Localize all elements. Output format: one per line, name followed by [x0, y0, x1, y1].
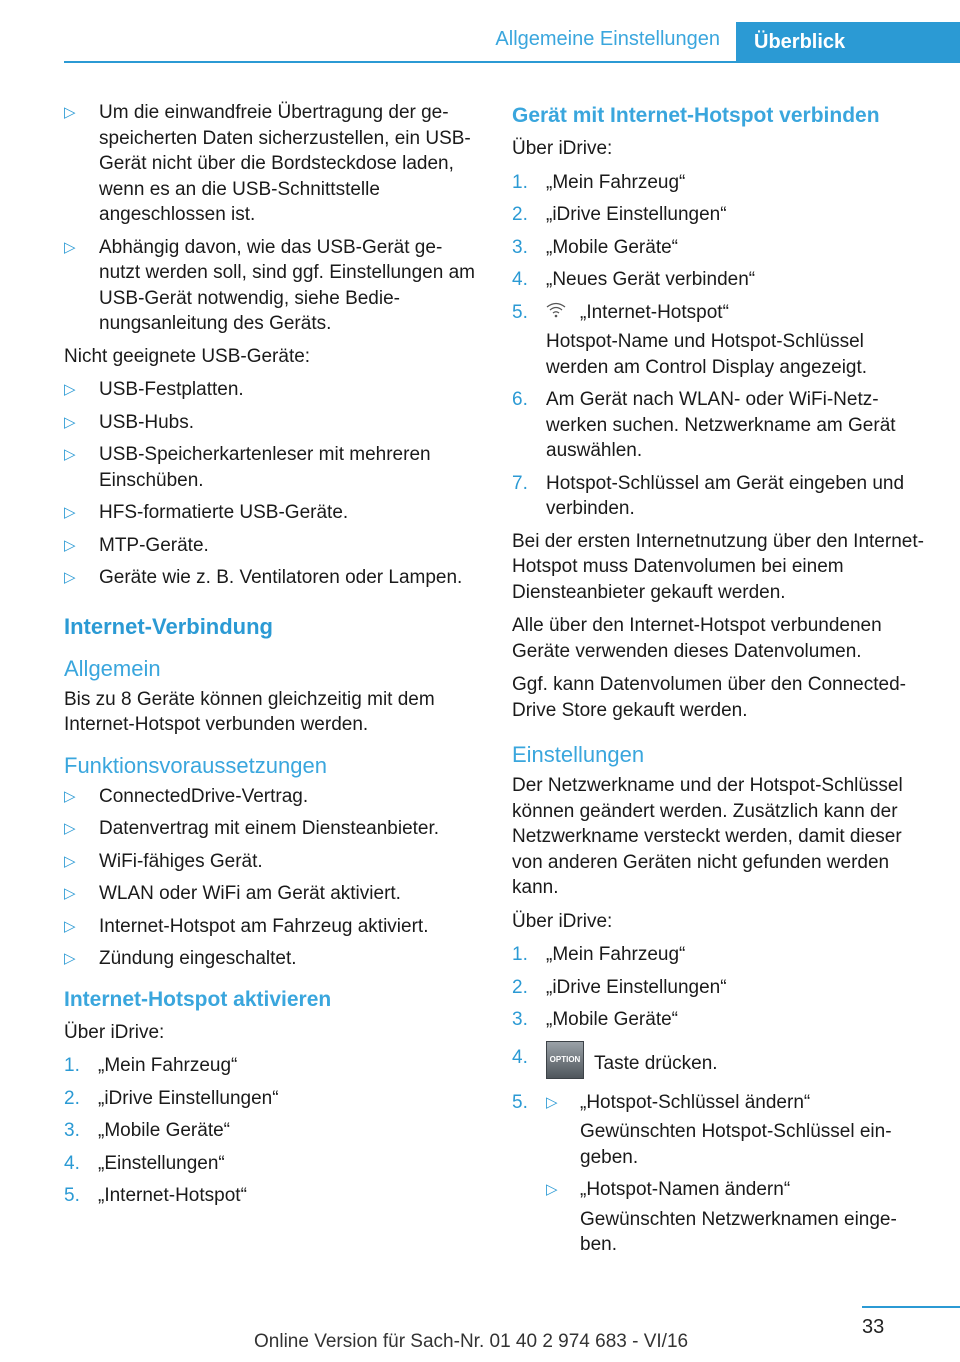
step-item: 4. „Einstellungen“ [64, 1151, 476, 1177]
step-number: 3. [64, 1120, 80, 1141]
footer-note: Online Version für Sach-Nr. 01 40 2 974 683 - VI/16 [254, 1331, 689, 1352]
triangle-bullet-icon: ▷ [64, 950, 76, 967]
triangle-bullet-icon: ▷ [64, 536, 76, 554]
triangle-bullet-icon: ▷ [64, 787, 76, 805]
triangle-bullet-icon: ▷ [64, 413, 76, 431]
list-item: ▷ HFS-formatierte USB-Geräte. [64, 500, 476, 526]
heading-funktionsvoraussetzungen: Funktionsvoraussetzungen [64, 752, 327, 778]
page-number: 33 [862, 1316, 885, 1338]
triangle-bullet-icon: ▷ [546, 1181, 558, 1199]
footer-rule [862, 1306, 960, 1308]
step-number: 5. [512, 301, 528, 323]
left-column [64, 100, 476, 1216]
step-number: 5. [64, 1185, 80, 1206]
step-item: 5. „Internet-Hotspot“ [64, 1183, 476, 1209]
triangle-bullet-icon: ▷ [64, 820, 76, 837]
step-item: 1. „Mein Fahrzeug“ [512, 942, 924, 968]
step-number: 4. [512, 1046, 528, 1068]
step-number: 7. [512, 472, 528, 494]
triangle-bullet-icon: ▷ [64, 885, 76, 902]
paragraph: Ggf. kann Datenvolumen über den ConnectedDrive Store gekauft werden. [512, 674, 906, 721]
step-number: 2. [512, 204, 528, 225]
option-button-icon: OPTION [546, 1041, 584, 1079]
ueber-idrive-label: Über iDrive: [512, 138, 613, 159]
step-item: 3. „Mobile Geräte“ [512, 235, 924, 261]
step-item: 2. „iDrive Einstellungen“ [64, 1086, 476, 1112]
step-note: Hotspot-Name und Hotspot-Schlüssel werden am Control Display angezeigt. [546, 331, 868, 378]
page-header [0, 0, 960, 62]
step-number: 4. [64, 1152, 80, 1174]
heading-geraet-verbinden: Gerät mit Internet-Hotspot verbinden [512, 104, 880, 127]
list-item: ▷ Zündung eingeschaltet. [64, 946, 476, 972]
step-item: 1. „Mein Fahrzeug“ [512, 170, 924, 196]
step-item: 2. „iDrive Einstellungen“ [512, 975, 924, 1001]
triangle-bullet-icon: ▷ [64, 446, 76, 463]
triangle-bullet-icon: ▷ [64, 852, 76, 870]
step-item: 3. „Mobile Geräte“ [64, 1118, 476, 1144]
triangle-bullet-icon: ▷ [64, 381, 76, 398]
list-item: ▷ Datenvertrag mit einem Diensteanbieter. [64, 816, 476, 842]
step-number: 3. [512, 1009, 528, 1031]
triangle-bullet-icon: ▷ [64, 238, 76, 256]
paragraph: Alle über den Internet-Hotspot verbundenen Geräte verwenden dieses Datenvolumen. [512, 615, 882, 662]
step-item: 7. Hotspot-Schlüssel am Gerät eingeben und verbinden. [512, 472, 905, 520]
step-item: 6. Am Gerät nach WLAN- oder WiFi-Netzwerken suchen. Netzwerkname am Gerät auswählen. [512, 389, 896, 462]
step-number: 1. [512, 171, 528, 193]
header-section-title: Allgemeine Einstellungen [495, 28, 720, 50]
heading-einstellungen: Einstellungen [512, 742, 645, 768]
list-item: ▷ WLAN oder WiFi am Gerät aktiviert. [64, 881, 476, 907]
list-item: ▷ Internet-Hotspot am Fahrzeug aktiviert. [64, 914, 476, 940]
step-number: 2. [64, 1087, 80, 1109]
list-item: ▷ Um die einwandfreie Übertragung der gespeicherten Daten sicherzustellen, ein USB-Gerät nicht über die Bordsteckdose laden, wenn es an die USB-Schnittstelle angeschlossen ist. [64, 102, 471, 225]
wifi-icon [546, 300, 566, 326]
list-item: ▷ Geräte wie z. B. Ventilatoren oder Lampen. [64, 565, 476, 591]
allgemein-text: Bis zu 8 Geräte können gleichzeitig mit dem Internet-Hotspot verbunden werden. [64, 688, 435, 735]
heading-hotspot-aktivieren: Internet-Hotspot aktivieren [64, 987, 332, 1011]
heading-internet-verbindung: Internet-Verbindung [64, 613, 273, 639]
step-item: 4. „Neues Gerät verbinden“ [512, 267, 924, 293]
header-tab: Überblick [736, 22, 960, 62]
step-item [512, 1090, 924, 1258]
list-item: ▷ USB-Hubs. [64, 410, 476, 436]
triangle-bullet-icon: ▷ [64, 104, 76, 121]
einstellungen-text: Der Netzwerkname und der Hotspot-Schlüssel können geändert werden. Zusätzlich kann der Netzwerkname versteckt werden, damit dieser von anderen Geräten nicht gefunden werden kann. [512, 775, 903, 899]
paragraph: Bei der ersten Internetnutzung über den Internet-Hotspot muss Datenvolumen bei einem Diensteanbieter gekauft werden. [512, 530, 924, 603]
header-rule [64, 61, 960, 63]
step-item: 4. OPTION Taste drücken. [512, 1045, 924, 1083]
step-item: 1. „Mein Fahrzeug“ [64, 1053, 476, 1079]
ueber-idrive-label: Über iDrive: [64, 1021, 165, 1043]
step-number: 6. [512, 389, 528, 411]
step-number: 1. [64, 1055, 80, 1076]
sub-list-item: ▷ „Hotspot-Schlüssel ändern“ Gewünschten Hotspot-Schlüssel eingeben. [546, 1091, 892, 1168]
not-suitable-label: Nicht geeignete USB-Geräte: [64, 345, 311, 367]
triangle-bullet-icon: ▷ [64, 917, 76, 935]
ueber-idrive-label: Über iDrive: [512, 910, 613, 932]
step-item: 3. „Mobile Geräte“ [512, 1007, 924, 1033]
right-column [512, 100, 924, 1265]
list-item: ▷ MTP-Geräte. [64, 533, 476, 559]
list-item: ▷ WiFi-fähiges Gerät. [64, 849, 476, 875]
triangle-bullet-icon: ▷ [64, 504, 76, 521]
list-item: ▷ USB-Festplatten. [64, 377, 476, 403]
step-number: 2. [512, 976, 528, 998]
step-number: 4. [512, 269, 528, 290]
step-item: 5. „Internet-Hotspot“ Hotspot-Name und Hotspot-Schlüssel werden am Control Display angezeigt. [512, 300, 924, 381]
heading-allgemein: Allgemein [64, 655, 161, 681]
step-number: 3. [512, 236, 528, 258]
list-item: ▷ ConnectedDrive-Vertrag. [64, 784, 476, 810]
list-item: ▷ Abhängig davon, wie das USB-Gerät genutzt werden soll, sind ggf. Einstellungen am USB-Gerät notwendig, siehe Bedienungsanleitung des Geräts. [64, 236, 475, 334]
step-number: 1. [512, 944, 528, 966]
step-number: 5. [512, 1091, 528, 1113]
sub-list-item: ▷ „Hotspot-Namen ändern“ Gewünschten Netzwerknamen eingeben. [546, 1179, 897, 1256]
list-item: ▷ USB-Speicherkartenleser mit mehreren Einschüben. [64, 444, 431, 491]
triangle-bullet-icon: ▷ [64, 569, 76, 586]
step-item: 2. „iDrive Einstellungen“ [512, 202, 924, 228]
triangle-bullet-icon: ▷ [546, 1093, 558, 1111]
